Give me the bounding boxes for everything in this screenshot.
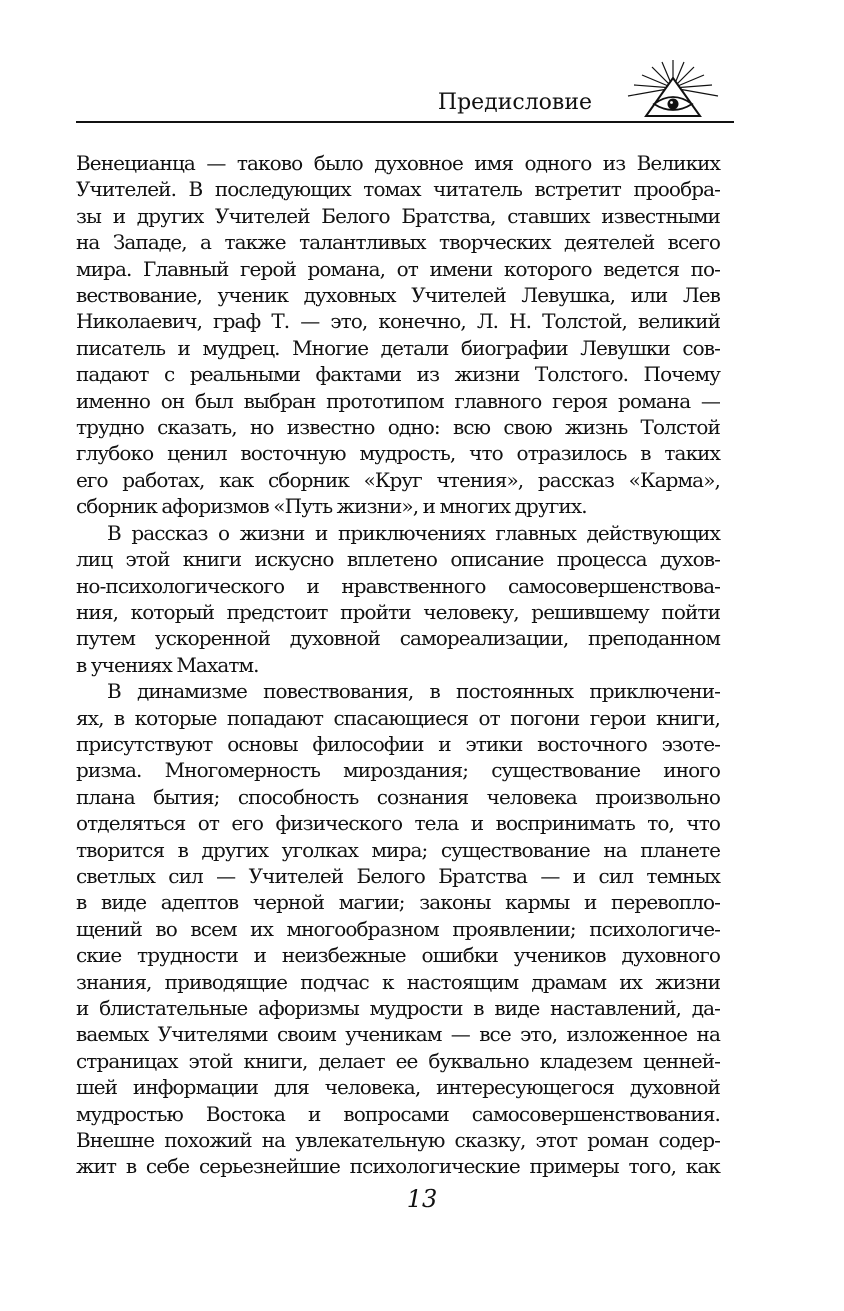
- header-rule: [76, 121, 734, 123]
- text-line: трудно сказать, но известно одно: всю свою жизнь Толстой: [76, 415, 720, 440]
- text-line: падают с реальными фактами из жизни Толстого. Почему: [76, 362, 720, 387]
- text-line: ские трудности и неизбежные ошибки учеников духовного: [76, 943, 720, 968]
- text-line: шей информации для человека, интересующегося духовной: [76, 1075, 720, 1100]
- text-line: страницах этой книги, делает ее буквально кладезем ценней-: [76, 1048, 720, 1073]
- text-line: в учениях Махатм.: [76, 652, 259, 677]
- paragraph: [76, 150, 720, 520]
- text-line: на Западе, а также талантливых творческих деятелей всего: [76, 230, 720, 255]
- text-line: присутствуют основы философии и этики восточного эзоте-: [76, 731, 720, 756]
- text-line: плана бытия; способность сознания человека произвольно: [76, 784, 720, 809]
- text-line: сборник афоризмов «Путь жизни», и многих других.: [76, 494, 587, 519]
- text-line: вествование, ученик духовных Учителей Левушка, или Лев: [76, 283, 720, 308]
- text-line: Венецианца — таково было духовное имя одного из Великих: [76, 151, 720, 175]
- text-line: светлых сил — Учителей Белого Братства — и сил темных: [76, 863, 720, 888]
- text-line: писатель и мудрец. Многие детали биографии Левушки сов-: [76, 335, 720, 360]
- text-line: Николаевич, граф Т. — это, конечно, Л. Н. Толстой, великий: [76, 309, 720, 334]
- body-text: [76, 150, 720, 1180]
- text-line: ваемых Учителями своим ученикам — все это, изложенное на: [76, 1022, 720, 1047]
- text-line: и блистательные афоризмы мудрости в виде наставлений, да-: [76, 996, 720, 1020]
- text-line: но-психологического и нравственного самосовершенствова-: [76, 573, 720, 598]
- paragraph: [76, 520, 720, 678]
- text-line: мудростью Востока и вопросами самосовершенствования.: [76, 1101, 720, 1126]
- text-line: ризма. Многомерность мироздания; существование иного: [76, 758, 720, 783]
- text-line: мира. Главный герой романа, от имени которого ведется по-: [76, 256, 720, 281]
- text-line: творится в других уголках мира; существование на планете: [76, 837, 720, 862]
- text-line: зы и других Учителей Белого Братства, ставших известными: [76, 203, 720, 228]
- text-line: Внешне похожий на увлекательную сказку, этот роман содер-: [76, 1128, 720, 1153]
- page-number: 13: [406, 1185, 438, 1213]
- text-line: ях, в которые попадают спасающиеся от погони герои книги,: [76, 705, 720, 730]
- text-line: глубоко ценил восточную мудрость, что отразилось в таких: [76, 441, 720, 466]
- text-line: Учителей. В последующих томах читатель встретит прообра-: [76, 177, 720, 202]
- text-line: путем ускоренной духовной самореализации, преподанном: [76, 626, 720, 651]
- text-line: отделяться от его физического тела и воспринимать то, что: [76, 811, 720, 836]
- eye-in-triangle-icon: [618, 58, 728, 122]
- text-line: его работах, как сборник «Круг чтения», рассказ «Карма»,: [76, 467, 720, 492]
- text-line: именно он был выбран прототипом главного героя романа —: [76, 388, 720, 413]
- text-line: в виде адептов черной магии; законы кармы и перевопло-: [76, 890, 720, 915]
- text-line: ния, который предстоит пройти человеку, решившему пойти: [76, 599, 720, 624]
- section-title: Предисловие: [437, 90, 592, 115]
- text-line: В рассказ о жизни и приключениях главных действующих: [107, 520, 720, 545]
- text-line: щений во всем их многообразном проявлении; психологиче-: [76, 916, 720, 941]
- text-line: В динамизме повествования, в постоянных приключени-: [107, 679, 720, 704]
- paragraph: [76, 678, 720, 1180]
- running-header: [76, 58, 734, 128]
- text-line: знания, приводящие подчас к настоящим драмам их жизни: [76, 969, 720, 994]
- text-line: лиц этой книги искусно вплетено описание процесса духов-: [76, 547, 720, 572]
- text-line: жит в себе серьезнейшие психологические примеры того, как: [76, 1154, 720, 1179]
